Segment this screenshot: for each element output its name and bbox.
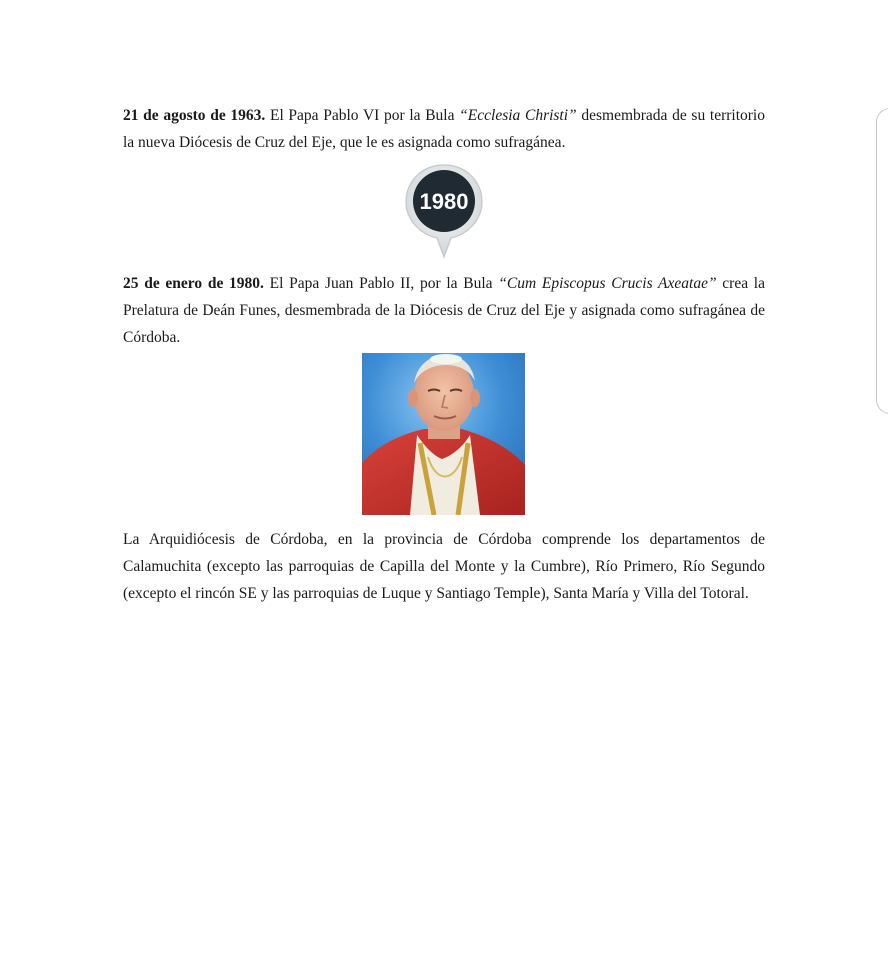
year-label: 1980 (419, 189, 469, 214)
paragraph-1980-text-b: crea la Prelatura de Deán Funes, desmembrada de la Diócesis de Cruz del Eje y asignada como sufragánea de Córdoba. (123, 275, 765, 346)
side-pull-tab[interactable] (876, 108, 888, 414)
paragraph-1980-text-a: El Papa Juan Pablo II, por la Bula (263, 275, 499, 292)
bula-ecclesia-christi: “Ecclesia Christi” (459, 107, 577, 124)
pope-portrait-image (362, 353, 525, 515)
paragraph-1980 (123, 270, 765, 351)
map-pin-icon (404, 163, 484, 259)
paragraph-1963-text-a: El Papa Pablo VI por la Bula (265, 107, 460, 124)
paragraph-arquidiocesis (123, 526, 765, 607)
bula-cum-episcopus: “Cum Episcopus Crucis Axeatae” (498, 275, 717, 292)
paragraph-1963-text-b: desmembrada de su territorio la nueva Diócesis de Cruz del Eje, que le es asignada como sufragánea. (123, 107, 765, 151)
year-marker-pin (404, 163, 484, 259)
paragraph-arquidiocesis-text: La Arquidiócesis de Córdoba, en la provincia de Córdoba comprende los departamentos de Calamuchita (excepto las parroquias de Capilla del Monte y la Cumbre), Río Primero, Río Segundo (excepto el rincón SE y las parroquias de Luque y Santiago Temple), Santa María y Villa del Totoral. (123, 531, 765, 602)
date-1980: 25 de enero de 1980. (123, 275, 264, 292)
paragraph-1963 (123, 102, 765, 156)
date-1963: 21 de agosto de 1963. (123, 107, 266, 124)
